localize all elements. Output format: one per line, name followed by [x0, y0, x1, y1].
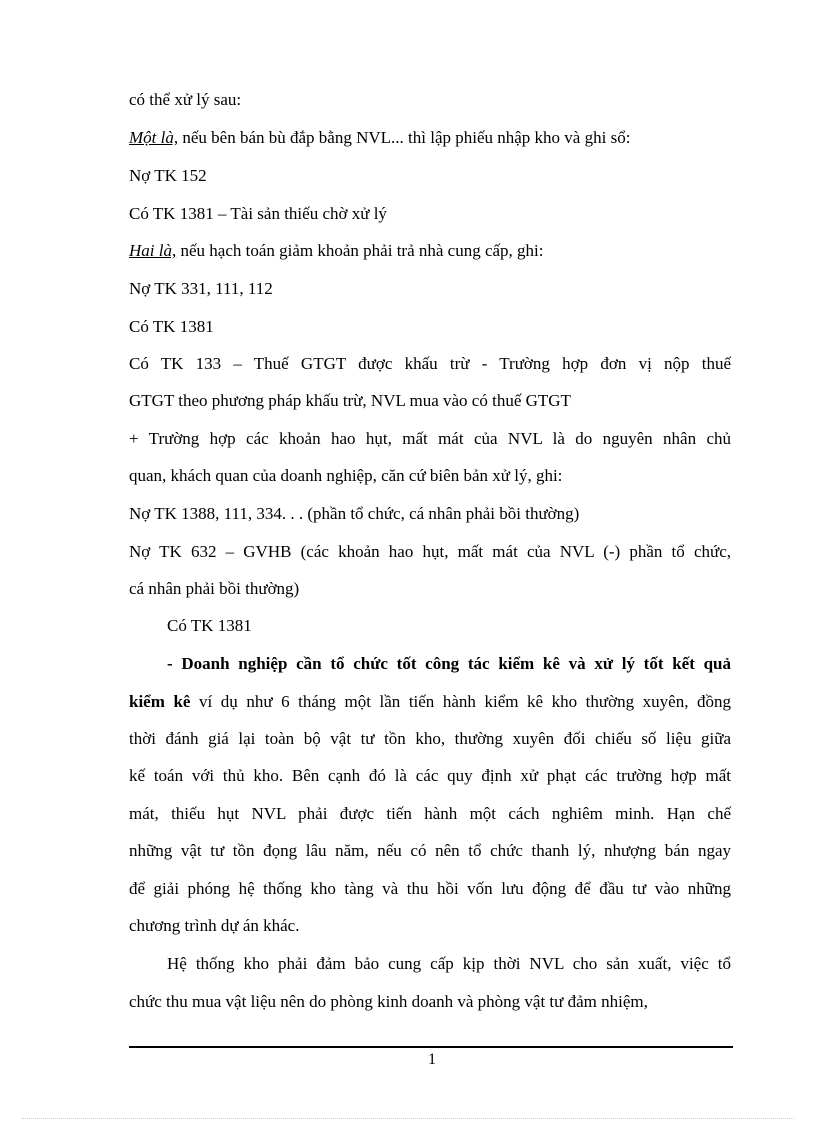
text-line: + Trường hợp các khoản hao hụt, mất mát của NVL là do nguyên nhân chủ	[129, 429, 731, 448]
text-line: thời đánh giá lại toàn bộ vật tư tồn kho, thường xuyên đối chiếu số liệu giữa	[129, 729, 731, 748]
text-line: Có TK 133 – Thuế GTGT được khấu trừ - Trường hợp đơn vị nộp thuế	[129, 354, 731, 373]
text-line: Nợ TK 331, 111, 112	[129, 279, 273, 298]
text-line: Nợ TK 152	[129, 166, 207, 185]
emphasis-label: Hai là,	[129, 241, 177, 260]
footer-divider	[129, 1046, 733, 1048]
text-line: cá nhân phải bồi thường)	[129, 579, 300, 598]
emphasis-label: Một là,	[129, 128, 179, 147]
text-line: chương trình dự án khác.	[129, 916, 300, 935]
text-line: Nợ TK 632 – GVHB (các khoản hao hụt, mất mát của NVL (-) phần tổ chức,	[129, 542, 731, 561]
bold-term: kiểm kê	[129, 692, 191, 711]
text-line: Một là, nếu bên bán bù đắp bằng NVL... thì lập phiếu nhập kho và ghi sổ:	[129, 128, 631, 147]
text-line: kiểm kê ví dụ như 6 tháng một lần tiến hành kiểm kê kho thường xuyên, đồng	[129, 692, 732, 711]
text-line: mát, thiếu hụt NVL phải được tiến hành một cách nghiêm minh. Hạn chế	[129, 804, 731, 823]
text-line: quan, khách quan của doanh nghiệp, căn cứ biên bản xử lý, ghi:	[129, 466, 563, 485]
page-edge-divider	[22, 1118, 794, 1119]
text-line: Hệ thống kho phải đảm bảo cung cấp kịp thời NVL cho sản xuất, việc tổ	[167, 954, 731, 973]
text-line: Nợ TK 1388, 111, 334. . . (phần tổ chức, cá nhân phải bồi thường)	[129, 504, 580, 523]
text-line: kế toán với thủ kho. Bên cạnh đó là các quy định xử phạt các trường hợp mất	[129, 766, 731, 785]
text-line: Hai là, nếu hạch toán giảm khoản phải trả nhà cung cấp, ghi:	[129, 241, 544, 260]
text-line: Có TK 1381	[129, 317, 214, 336]
text-line: chức thu mua vật liệu nên do phòng kinh doanh và phòng vật tư đảm nhiệm,	[129, 992, 648, 1011]
text-line	[167, 653, 731, 675]
text-line: để giải phóng hệ thống kho tàng và thu hồi vốn lưu động để đầu tư vào những	[129, 879, 731, 898]
text-line: GTGT theo phương pháp khấu trừ, NVL mua vào có thuế GTGT	[129, 391, 571, 410]
text-line: có thể xử lý sau:	[129, 90, 242, 109]
text-line: Có TK 1381 – Tài sản thiếu chờ xử lý	[129, 204, 387, 223]
text-line: Có TK 1381	[167, 616, 252, 635]
bold-heading: - Doanh nghiệp cần tổ chức tốt công tác kiểm kê và xử lý tốt kết quả	[167, 654, 731, 673]
page-number: 1	[428, 1051, 436, 1068]
text-line: những vật tư tồn đọng lâu năm, nếu có nên tổ chức thanh lý, nhượng bán ngay	[129, 841, 731, 860]
